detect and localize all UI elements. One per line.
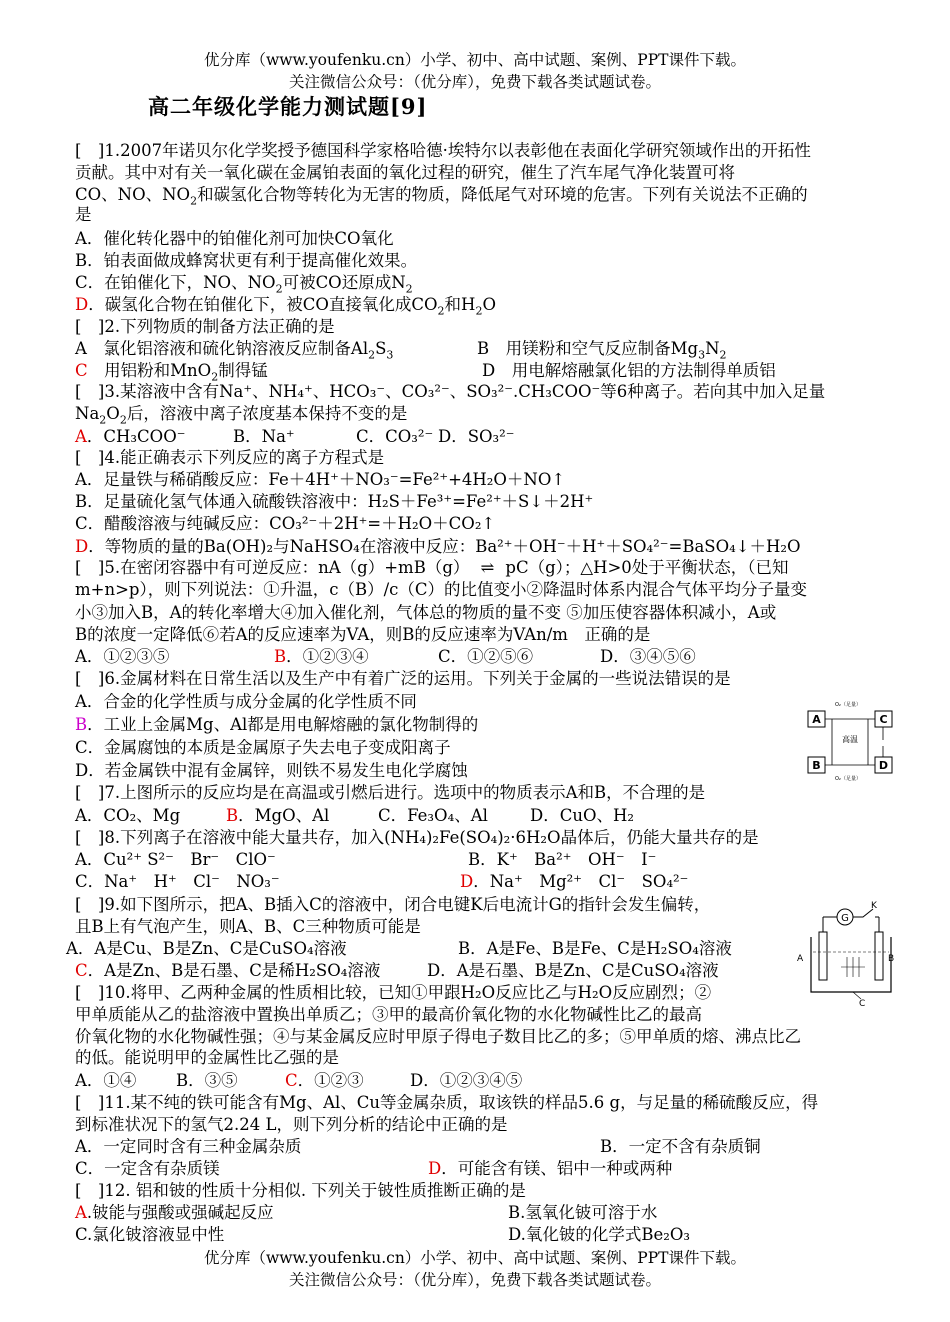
- q5-stem-4: B的浓度一定降低⑥若A的反应速率为VA，则B的反应速率为VAn/m 正确的是: [75, 625, 651, 644]
- q10-option-c: C．①②③: [285, 1071, 364, 1090]
- q4-option-c: C．醋酸溶液与纯碱反应：CO₃²⁻＋2H⁺=＋H₂O＋CO₂↑: [75, 514, 496, 533]
- q5-stem-3: 小③加入B，A的转化率增大④加入催化剂，气体总的物质的量不变 ⑤加压使容器体积减小，A或: [75, 603, 777, 622]
- q7-stem: [ ]7.上图所示的反应均是在高温或引燃后进行。选项中的物质表示A和B，不合理的是: [75, 783, 706, 802]
- galvanic-cell-diagram: [793, 897, 898, 1007]
- q6-option-b: B．工业上金属Mg、Al都是用电解熔融的氯化物制得的: [75, 715, 479, 734]
- solution-pointer: [853, 992, 861, 999]
- q6-stem: [ ]6.金属材料在日常生活以及生产中有着广泛的运用。下列关于金属的一些说法错误的是: [75, 669, 731, 688]
- electrode-a: [819, 932, 827, 980]
- electrode-b-label: B: [888, 954, 895, 964]
- q9-stem-1: [ ]9.如下图所示，把A、B插入C的溶液中，闭合电键K后电流计G的指针会发生偏转，: [75, 895, 711, 914]
- q5-option-d: D．③④⑤⑥: [600, 647, 696, 666]
- q5-option-c: C．①②⑤⑥: [438, 647, 534, 666]
- q1-option-d: D．碳氢化合物在铂催化下，被CO直接氧化成$CO_2$和$H_2O$: [75, 295, 496, 318]
- q1-option-c: C．在铂催化下，NO、$NO_2$可被CO还原成$N_2$: [75, 273, 413, 296]
- q4-option-b: B．足量硫化氢气体通入硫酸铁溶液中：H₂S＋Fe³⁺=Fe²⁺＋S↓＋2H⁺: [75, 492, 594, 511]
- q7-option-c: C．Fe₃O₄、Al: [378, 806, 488, 825]
- q12-stem: [ ]12. 铝和铍的性质十分相似. 下列关于铍性质推断正确的是: [75, 1181, 526, 1200]
- q12-option-c: C.氯化铍溶液显中性: [75, 1225, 225, 1244]
- q11-stem-1: [ ]11.某不纯的铁可能含有Mg、Al、Cu等金属杂质，取该铁的样品5.6 g，与足量的稀硫酸反应，得: [75, 1093, 819, 1112]
- q5-stem-1: [ ]5.在密闭容器中有可逆反应：nA（g）+mB（g） ⇌ pC（g）；△H>0处于平衡状态，（已知: [75, 558, 789, 577]
- header-line-2: 关注微信公众号：（优分库），免费下载各类试题试卷。: [288, 73, 661, 91]
- q1-stem-2: 贡献。其中对有关一氧化碳在金属铂表面的氧化过程的研究，催生了汽车尾气净化装置可将: [75, 163, 735, 182]
- q3-option-d: D．SO₃²⁻: [438, 427, 515, 446]
- q1-option-a: A．催化转化器中的铂催化剂可加快CO氧化: [75, 229, 394, 248]
- q6-option-a: A．合金的化学性质与成分金属的化学性质不同: [75, 692, 417, 711]
- q5-option-b: B．①②③④: [274, 647, 369, 666]
- box-c-label: C: [879, 713, 888, 726]
- q6-option-d: D．若金属铁中混有金属锌，则铁不易发生电化学腐蚀: [75, 761, 468, 780]
- q9-option-a: A．A是Cu、B是Zn、C是CuSO₄溶液: [66, 939, 347, 958]
- solution-label: C: [859, 999, 866, 1007]
- footer-line-2: 关注微信公众号：（优分库），免费下载各类试题试卷。: [288, 1271, 661, 1289]
- q7-option-b: B．MgO、Al: [226, 806, 330, 825]
- bubbles: [841, 957, 865, 977]
- box-b-label: B: [812, 759, 821, 772]
- q3-stem-1: [ ]3.某溶液中含有Na⁺、NH₄⁺、HCO₃⁻、CO₃²⁻、SO₃²⁻.CH₃COO⁻等6种离子。若向其中加入足量: [75, 382, 826, 401]
- q9-option-d: D．A是石墨、B是Zn、C是CuSO₄溶液: [427, 961, 719, 980]
- q8-stem: [ ]8.下列离子在溶液中能大量共存，加入(NH₄)₂Fe(SO₄)₂·6H₂O晶体后，仍能大量共存的是: [75, 828, 759, 847]
- q2-option-c: C 用铝粉和MnO$_2$制得锰: [75, 361, 268, 384]
- q8-option-a: A．Cu²⁺ S²⁻ Br⁻ ClO⁻: [75, 850, 276, 869]
- reaction-diagram: [805, 700, 897, 782]
- o2-top-label: O₂（足量）: [835, 702, 861, 708]
- footer-line-1: 优分库（www.youfenku.cn）小学、初中、高中试题、案例、PPT课件下载。: [203, 1249, 747, 1267]
- q2-option-a: A 氯化铝溶液和硫化钠溶液反应制备$Al_2S_3$: [75, 339, 394, 362]
- q7-option-d: D．CuO、H₂: [530, 806, 635, 825]
- o2-bottom-label: O₂（足量）: [835, 776, 861, 782]
- q8-option-c: C．Na⁺ H⁺ Cl⁻ NO₃⁻: [75, 872, 280, 891]
- q1-stem-3: CO、NO、$NO_2$和碳氢化合物等转化为无害的物质，降低尾气对环境的危害。下列有关说法不正确的: [75, 185, 808, 208]
- q3-stem-2: $Na_2O_2$后，溶液中离子浓度基本保持不变的是: [75, 404, 408, 427]
- q9-option-b: B．A是Fe、B是Fe、C是H₂SO₄溶液: [458, 939, 732, 958]
- box-a-label: A: [812, 713, 821, 726]
- page-title: 高二年级化学能力测试题[9]: [148, 94, 428, 119]
- high-temp-label: 高温: [842, 735, 858, 744]
- electrode-b: [875, 932, 883, 980]
- equilibrium-arrow-icon: ⇌: [480, 558, 495, 577]
- q12-option-d: D.氧化铍的化学式Be₂O₃: [508, 1225, 691, 1244]
- q3-option-c: C．CO₃²⁻: [356, 427, 434, 446]
- q6-option-c: C．金属腐蚀的本质是金属原子失去电子变成阳离子: [75, 738, 451, 757]
- q12-option-a: A.铍能与强酸或强碱起反应: [75, 1203, 274, 1222]
- galvanometer-label: G: [841, 913, 849, 924]
- box-d-label: D: [878, 759, 889, 772]
- switch-label: K: [871, 901, 877, 911]
- q9-option-c: C．A是Zn、B是石墨、C是稀H₂SO₄溶液: [75, 961, 381, 980]
- q10-stem-4: 的低。能说明甲的金属性比乙强的是: [75, 1048, 339, 1067]
- q2-stem: [ ]2.下列物质的制备方法正确的是: [75, 317, 335, 336]
- electrode-a-label: A: [797, 954, 804, 964]
- q5-option-a: A．①②③⑤: [75, 647, 170, 666]
- q1-stem-4: 是: [75, 205, 92, 224]
- header-line-1: 优分库（www.youfenku.cn）小学、初中、高中试题、案例、PPT课件下载。: [203, 51, 747, 69]
- q10-option-d: D．①②③④⑤: [410, 1071, 523, 1090]
- q3-option-b: B．Na⁺: [233, 427, 295, 446]
- q11-stem-2: 到标准状况下的氢气2.24 L，则下列分析的结论中正确的是: [75, 1115, 508, 1134]
- q3-option-a: A．CH₃COO⁻: [75, 427, 186, 446]
- q10-option-b: B．③⑤: [176, 1071, 238, 1090]
- q8-option-b: B．K⁺ Ba²⁺ OH⁻ I⁻: [468, 850, 657, 869]
- q9-stem-2: 且B上有气泡产生，则A、B、C三种物质可能是: [75, 917, 421, 936]
- q10-option-a: A．①④: [75, 1071, 137, 1090]
- q8-option-d: D．Na⁺ Mg²⁺ Cl⁻ SO₄²⁻: [460, 872, 689, 891]
- q2-option-d: D 用电解熔融氯化铝的方法制得单质铝: [482, 361, 776, 380]
- q10-stem-1: [ ]10.将甲、乙两种金属的性质相比较，已知①甲跟H₂O反应比乙与H₂O反应剧烈；②: [75, 983, 712, 1002]
- q12-option-b: B.氢氧化铍可溶于水: [508, 1203, 658, 1222]
- q1-stem-1: [ ]1.2007年诺贝尔化学奖授予德国科学家格哈德·埃特尔以表彰他在表面化学研究领域作出的开拓性: [75, 141, 811, 160]
- q4-stem: [ ]4.能正确表示下列反应的离子方程式是: [75, 448, 385, 467]
- q1-option-b: B．铂表面做成蜂窝状更有利于提高催化效果。: [75, 251, 418, 270]
- q4-option-d: D．等物质的量的Ba(OH)₂与NaHSO₄在溶液中反应：Ba²⁺＋OH⁻＋H⁺＋SO₄²⁻=BaSO₄↓＋H₂O: [75, 537, 801, 556]
- q11-option-d: D．可能含有镁、铝中一种或两种: [428, 1159, 673, 1178]
- q10-stem-2: 甲单质能从乙的盐溶液中置换出单质乙；③甲的最高价氧化物的水化物碱性比乙的最高: [75, 1005, 702, 1024]
- q11-option-b: B．一定不含有杂质铜: [600, 1137, 761, 1156]
- q4-option-a: A．足量铁与稀硝酸反应：Fe＋4H⁺＋NO₃⁻=Fe²⁺+4H₂O＋NO↑: [75, 470, 566, 489]
- q7-option-a: A．CO₂、Mg: [75, 806, 181, 825]
- q11-option-a: A．一定同时含有三种金属杂质: [75, 1137, 302, 1156]
- q10-stem-3: 价氧化物的水化物碱性强；④与某金属反应时甲原子得电子数目比乙的多；⑤甲单质的熔、沸点比乙: [75, 1027, 801, 1046]
- q11-option-c: C．一定含有杂质镁: [75, 1159, 220, 1178]
- q2-option-b: B 用镁粉和空气反应制备$Mg_3N_2$: [477, 339, 727, 362]
- q5-stem-2: m+n>p），则下列说法：①升温，c（B）/c（C）的比值变小②降温时体系内混合气体平均分子量变: [75, 580, 808, 599]
